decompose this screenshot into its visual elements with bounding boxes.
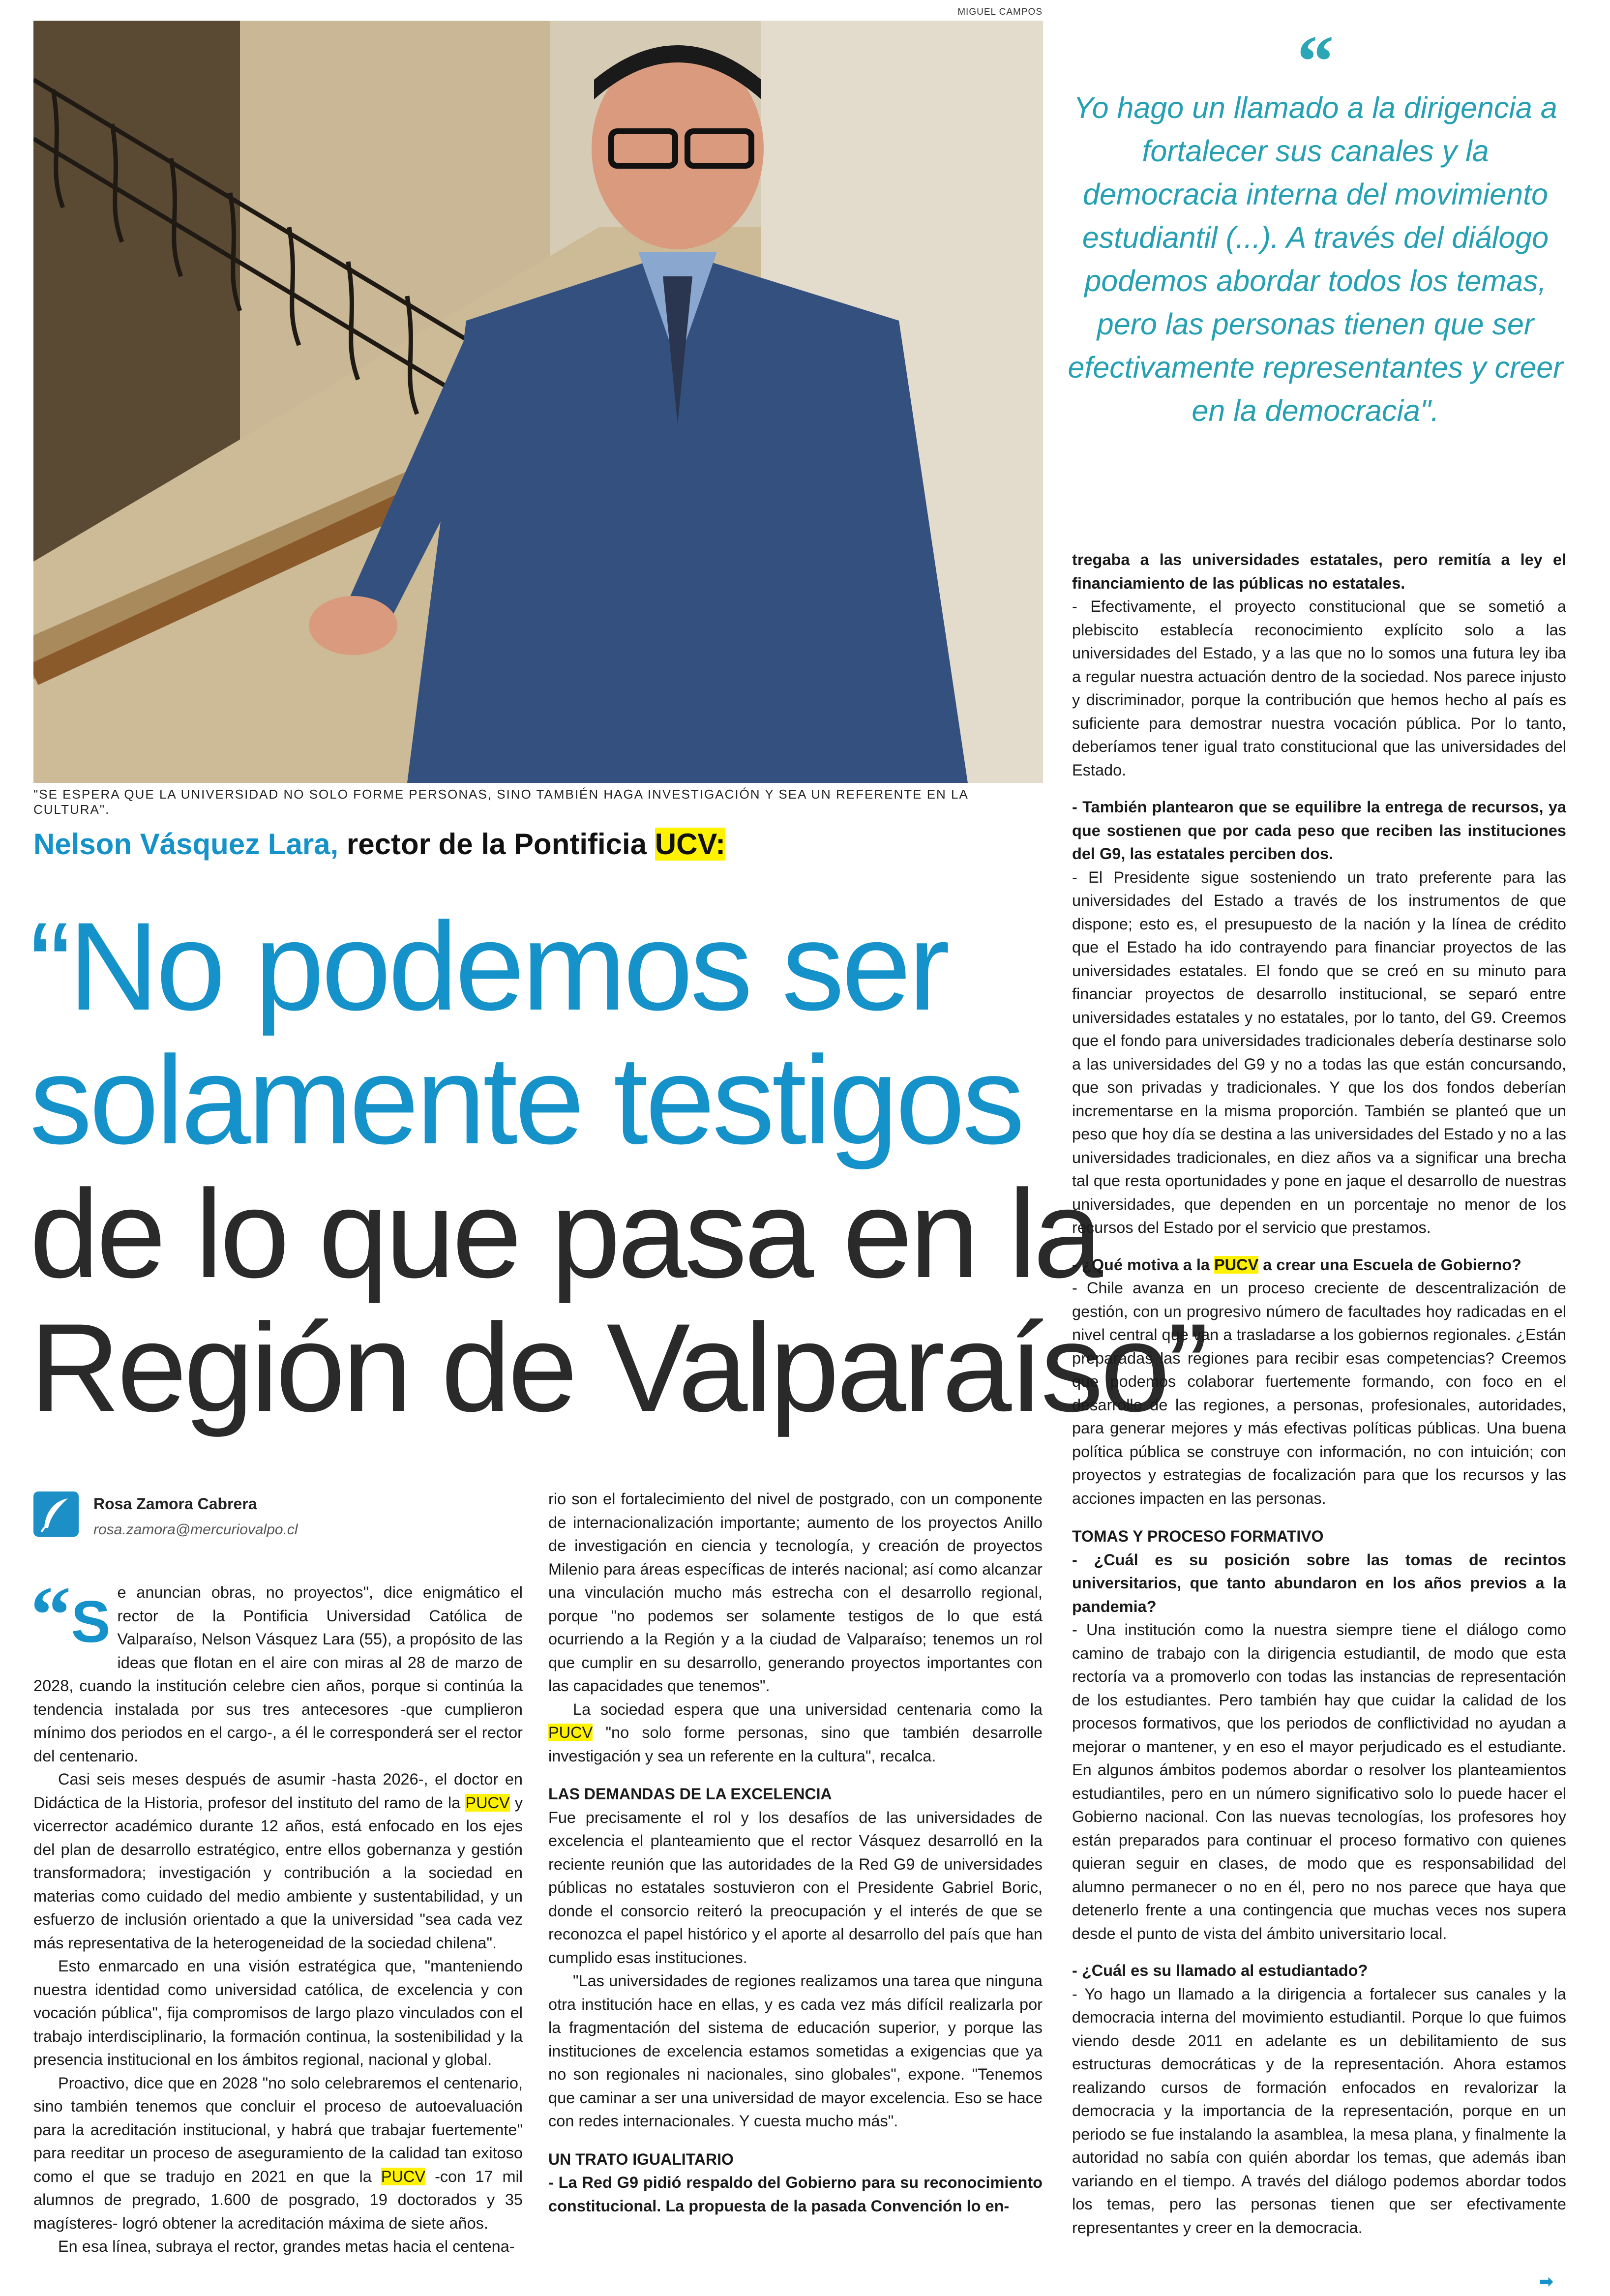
article-column-2 <box>548 1488 1043 2218</box>
pucv-tag: PUCV <box>1214 1255 1259 1274</box>
interview-question: - ¿Qué motiva a la PUCV a crear una Escuela de Gobierno? <box>1072 1255 1521 1274</box>
drop-cap: “S <box>30 1570 111 1660</box>
article-column-3 <box>1072 548 1566 2239</box>
section-heading: TOMAS Y PROCESO FORMATIVO <box>1072 1527 1324 1545</box>
kicker-name: Nelson Vásquez Lara, <box>33 828 339 861</box>
pucv-tag: PUCV <box>381 2167 426 2185</box>
section-heading: UN TRATO IGUALITARIO <box>548 2150 734 2168</box>
photo-caption: "SE ESPERA QUE LA UNIVERSIDAD NO SOLO FORME PERSONAS, SINO TAMBIÉN HAGA INVESTIGACIÓN Y SEA UN REFERENTE EN LA CULTURA". <box>33 787 968 817</box>
photo-credit: MIGUEL CAMPOS <box>957 7 1043 17</box>
article-column-1 <box>30 1570 523 2259</box>
paragraph: La sociedad espera que una universidad centenaria como la PUCV "no solo forme personas, sino que también desarrolle investigación y sea un referente en la cultura", recalca. <box>548 1700 1043 1765</box>
paragraph: Fue precisamente el rol y los desafíos de las universidades de excelencia el planteamiento que el rector Vásquez desarrolló en la reciente reunión que las autoridades de la Red G9 de universidades públicas no estatales sostuvieron con el Presidente Gabriel Boric, donde el consorcio reiteró la preocupación y el interés de que se reconozca el papel histórico y el aporte al desarrollo del país que han cumplido esas instituciones. <box>548 1808 1043 1967</box>
paragraph: Esto enmarcado en una visión estratégica que, "manteniendo nuestra identidad como universidad católica, de excelencia y con vocación pública", fija compromisos de largo plazo vinculados con el trabajo interdisciplinario, la formación continua, la sostenibilidad y la presencia institucional en los ámbitos regional, nacional y global. <box>33 1957 523 2068</box>
paragraph: Proactivo, dice que en 2028 "no solo celebraremos el centenario, sino también tenemos que concluir el proceso de autoevaluación para la acreditación institucional, y habrá que trabajar fuertemente" para reeditar un proceso de aseguramiento de la calidad tan exitoso como el que se tradujo en 2021 en que la PUCV -con 17 mil alumnos de pregrado, 1.600 de posgrado, 19 doctorados y 35 magísteres- logró obtener la acreditación máxima de siete años. <box>33 2074 523 2232</box>
author-email[interactable]: rosa.zamora@mercuriovalpo.cl <box>93 1521 298 1538</box>
paragraph: rio son el fortalecimiento del nivel de postgrado, con un componente de internacionalización importante; aumento de los proyectos Anillo de investigación en ciencia y tecnología, y creación de proyectos Milenio para áreas específicas de interés nacional; así como alcanzar una vinculación mucho más estrecha con el desarrollo regional, porque "no podemos ser solamente testigos de lo que está ocurriendo a la Región y a la ciudad de Valparaíso; tenemos un rol que cumplir en su desarrollo, generando proyectos importantes con las capacidades que tenemos". <box>548 1490 1043 1695</box>
quill-icon <box>33 1491 79 1537</box>
headline-line-1: “No podemos ser <box>30 896 947 1037</box>
pull-quote: Yo hago un llamado a la dirigencia a fortalecer sus canales y la democracia interna del movimiento estudiantil (...). A través del diálogo podemos abordar todos los temas, pero las personas tienen que ser efectivamente representantes y creer en la democracia". <box>1068 91 1563 427</box>
kicker-tag: UCV: <box>655 828 726 861</box>
interview-answer: - Efectivamente, el proyecto constitucional que se sometió a plebiscito establecía reconocimiento explícito solo a las universidades del Estado, y a las que no lo somos una futura ley iba a regular nuestra actuación dentro de la sociedad. Nos parece injusto y discriminador, porque la contribución que hemos hecho al país es suficiente para demostrar nuestra vocación pública. Por lo tanto, deberíamos tener igual trato constitucional que las universidades del Estado. <box>1072 597 1566 779</box>
section-heading: LAS DEMANDAS DE LA EXCELENCIA <box>548 1785 832 1803</box>
paragraph: “S e anuncian obras, no proyectos", dice enigmático el rector de la Pontificia Universidad Católica de Valparaíso, Nelson Vásquez Lara (55), a propósito de las ideas que flotan en el aire con miras al 28 de marzo de 2028, cuando la institución celebre cien años, porque si continúa la tendencia instalada por sus tres antecesores -que cumplieron mínimo dos periodos en el cargo-, a él le corresponderá ser el rector del centenario. <box>30 1570 523 1765</box>
interview-question: - También plantearon que se equilibre la entrega de recursos, ya que sostienen que por cada peso que reciben las instituciones del G9, las estatales perciben dos. <box>1072 798 1566 863</box>
interview-answer: - Una institución como la nuestra siempre tiene el diálogo como camino de trabajo con la dirigencia estudiantil, de modo que esta rectoría va a promoverlo con todas las instancias de representación de los estudiantes. Pero también hay que cuidar la calidad de los procesos formativos, que los periodos de conflictividad no ayudan a mejorar o mantener, y en eso el mayor perjudicado es el estudiante. En algunos ámbitos podemos abordar o resolver los planteamientos estudiantiles, pero en un número significativo solo lo puede hacer el Gobierno nacional. Con las nuevas tecnologías, los profesores hoy están preparados para continuar el proceso formativo con quienes quieran seguir en clases, de modo que es responsabilidad del alumno permanecer o no en él, pero no nos parece que haya que detenerlo frente a una contingencia que muchas veces nos supera desde el punto de vista del ámbito universitario local. <box>1072 1621 1566 1942</box>
headline-line-2: solamente testigos <box>30 1030 1022 1170</box>
headline-line-3: de lo que pasa en la <box>30 1164 1100 1304</box>
paragraph: Casi seis meses después de asumir -hasta 2026-, el doctor en Didáctica de la Historia, profesor del instituto del ramo de la PUCV y vicerrector académico durante 12 años, está enfocado en los ejes del plan de desarrollo estratégico, entre ellos gobernanza y gestión transformadora; investigación y contribución a la sociedad en materias como cuidado del medio ambiente y sustentabilidad, y un esfuerzo de inclusión orientado a que la universidad "sea cada vez más representativa de la heterogeneidad de la sociedad chilena". <box>33 1770 523 1952</box>
kicker-role: rector de la Pontificia <box>346 828 647 861</box>
interview-question: tregaba a las universidades estatales, pero remitía a ley el financiamiento de las públicas no estatales. <box>1072 551 1566 592</box>
interview-question: - ¿Cuál es su posición sobre las tomas de recintos universitarios, que tanto abundaron en los años previos a la pandemia? <box>1072 1551 1566 1615</box>
paragraph: En esa línea, subraya el rector, grandes metas hacia el centena- <box>58 2237 515 2255</box>
pull-quote-mark: “ <box>1297 21 1334 102</box>
pucv-tag: PUCV <box>548 1724 593 1741</box>
headline <box>30 896 1206 1438</box>
interview-question: - ¿Cuál es su llamado al estudiantado? <box>1072 1962 1368 1979</box>
interview-answer: - Yo hago un llamado a la dirigencia a fortalecer sus canales y la democracia interna del movimiento estudiantil. Porque lo que fuimos viendo desde 2011 en adelante es un debilitamiento de sus estructuras democráticas y de la representación. Ahora estamos realizando cursos de formación enfocados en revalorizar la democracia y la importancia de la representación, porque en un periodo se fue instalando la asamblea, la mesa plana, y finalmente la autoridad no sabía con quién abordar los temas, que además iban variando en el tiempo. A través del diálogo podemos abordar todos los temas, pero las personas tienen que ser efectivamente representantes y creer en la democracia. <box>1072 1985 1566 2236</box>
author-name: Rosa Zamora Cabrera <box>93 1495 257 1513</box>
rector-photo <box>33 21 1043 783</box>
paragraph: "Las universidades de regiones realizamos una tarea que ninguna otra institución hace en ellas, y es cada vez más difícil realizarla por la fragmentación del sistema de educación superior, y porque las instituciones de excelencia estamos sometidas a exigencias que ya no son regionales ni nacionales, sino globales", expone. "Tenemos que caminar a ser una universidad de mayor excelencia. Eso se hace con redes internacionales. Y cuesta mucho más". <box>548 1972 1043 2130</box>
interview-question: - La Red G9 pidió respaldo del Gobierno para su reconocimiento constitucional. La propuesta de la pasada Convención lo en- <box>548 2174 1043 2215</box>
kicker <box>33 825 1066 864</box>
headline-line-4: Región de Valparaíso” <box>30 1298 1206 1438</box>
interview-answer: - El Presidente sigue sosteniendo un trato preferente para las universidades del Estado a través de los instrumentos de que dispone; esto es, el presupuesto de la nación y la línea de crédito que el Estado ha ido contrayendo para financiar proyectos de las universidades estatales. El fondo que se creó en su minuto para financiar proyectos de desarrollo institucional, se separó entre universidades estatales y no estatales, por lo tanto, del G9. Creemos que el fondo para universidades tradicionales debería destinarse solo a las universidades del G9 y no a todas las que están concursando, que son privadas y tradicionales. Y que los dos fondos deberían incrementarse en la misma proporción. También se planteó que un peso que hoy día se destina a las universidades del Estado y no a las universidades tradicionales, en diez años va a significar una brecha tal que resta oportunidades y pone en jaque el desarrollo de nuestras universidades, que dependen en un porcentaje no menor de los recursos del Estado por el servicio que prestamos. <box>1072 868 1566 1236</box>
pucv-tag: PUCV <box>465 1793 510 1812</box>
continue-arrow-icon: ➡ <box>1539 2272 1553 2291</box>
interview-answer: - Chile avanza en un proceso creciente de descentralización de gestión, con un progresivo número de facultades hoy radicadas en el nivel central que van a trasladarse a los gobiernos regionales. ¿Están preparadas las regiones para recibir esas competencias? Creemos que podemos colaborar fuertemente formando, con foco en el desarrollo de las regiones, a personas, profesionales, autoridades, para generar mejores y más efectivas políticas públicas. Una buena política pública se construye con información, no con intuición; con proyectos y estrategias de focalización para que los recursos y las acciones impacten en las personas. <box>1072 1279 1566 1507</box>
